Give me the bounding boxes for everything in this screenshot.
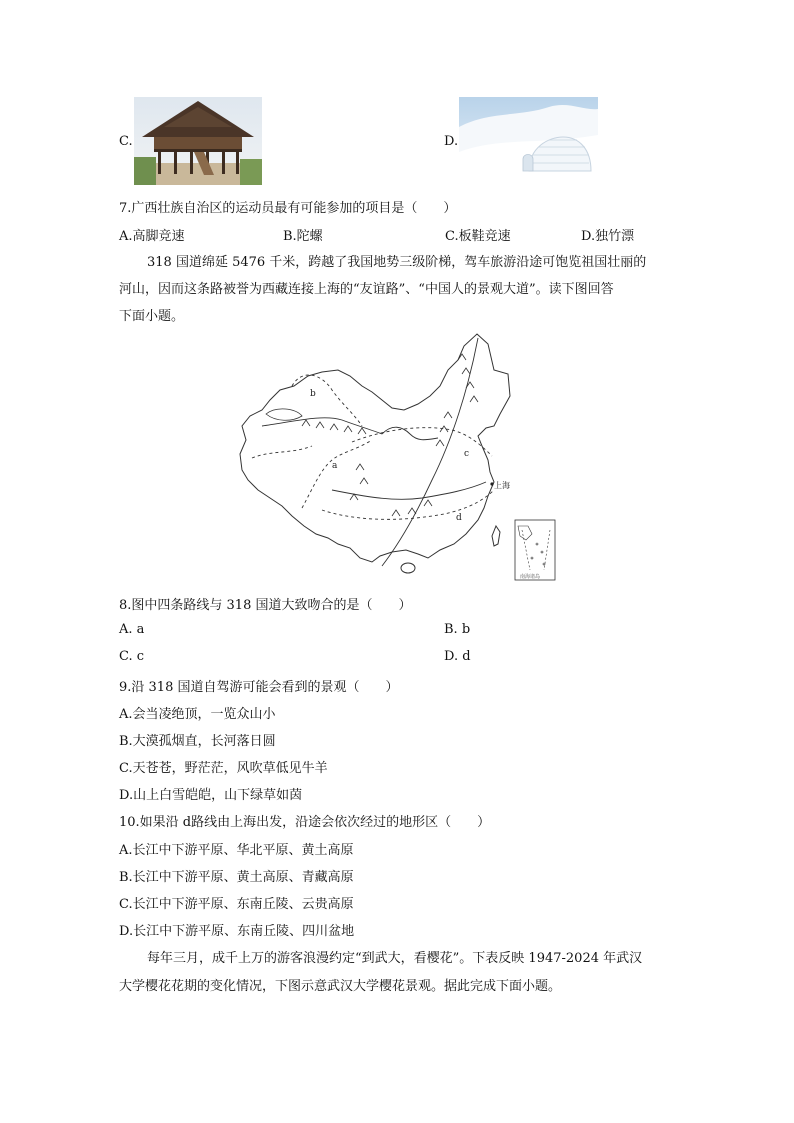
q8-stem: 8.图中四条路线与 318 国道大致吻合的是（ ） xyxy=(119,598,412,613)
south-china-sea-inset xyxy=(515,520,555,580)
hainan-island xyxy=(401,563,415,573)
q10-stem: 10.如果沿 d路线由上海出发，沿途会依次经过的地形区（ ） xyxy=(119,815,491,830)
q9-option-a: A.会当凌绝顶，一览众山小 xyxy=(119,707,276,722)
intro-sakura-line-2: 大学樱花花期的变化情况，下图示意武汉大学樱花景观。据此完成下面小题。 xyxy=(119,979,562,994)
q10-option-a: A.长江中下游平原、华北平原、黄土高原 xyxy=(119,843,354,858)
inset-label: 南海诸岛 xyxy=(520,574,541,580)
intro-318-line-2: 河山，因而这条路被誉为西藏连接上海的“友谊路”、“中国人的景观大道”。读下图回答 xyxy=(119,282,614,297)
q9-option-c: C.天苍苍，野茫茫，风吹草低见牛羊 xyxy=(119,761,328,776)
option-c-letter: C. xyxy=(119,134,133,149)
q7-option-c: C.板鞋竞速 xyxy=(445,229,511,244)
china-map xyxy=(232,330,562,584)
option-d-letter: D. xyxy=(444,134,459,149)
q10-option-d: D.长江中下游平原、东南丘陵、四川盆地 xyxy=(119,924,355,939)
q7-option-d: D.独竹漂 xyxy=(581,229,635,244)
igloo-image xyxy=(459,97,598,185)
city-label-shanghai: 上海 xyxy=(494,481,510,490)
q10-option-c: C.长江中下游平原、东南丘陵、云贵高原 xyxy=(119,897,354,912)
intro-318-line-3: 下面小题。 xyxy=(119,309,185,324)
intro-318-line-1: 318 国道绵延 5476 千米，跨越了我国地势三级阶梯，驾车旅游沿途可饱览祖国壮丽的 xyxy=(147,255,647,270)
q8-option-a: A. a xyxy=(119,622,145,637)
q7-option-b: B.陀螺 xyxy=(283,229,323,244)
stilt-house-image xyxy=(134,97,262,185)
lake xyxy=(266,409,302,420)
q9-stem: 9.沿 318 国道自驾游可能会看到的景观（ ） xyxy=(119,680,399,695)
q8-option-c: C. c xyxy=(119,649,145,664)
route-c xyxy=(352,428,492,456)
taiwan-island xyxy=(492,526,500,546)
route-label-b: b xyxy=(310,389,316,399)
route-label-c: c xyxy=(464,449,470,459)
q8-option-b: B. b xyxy=(444,622,471,637)
q8-option-d: D. d xyxy=(444,649,471,664)
route-b xyxy=(292,375,362,426)
route-label-d: d xyxy=(456,513,462,523)
q9-option-d: D.山上白雪皑皑，山下绿草如茵 xyxy=(119,788,303,803)
q7-stem: 7.广西壮族自治区的运动员最有可能参加的项目是（ ） xyxy=(119,201,457,216)
intro-sakura-line-1: 每年三月，成千上万的游客浪漫约定“到武大，看樱花”。下表反映 1947-2024 年武汉 xyxy=(147,951,643,966)
river-dashed xyxy=(252,446,312,458)
route-label-a: a xyxy=(332,461,338,471)
shanghai-marker xyxy=(490,482,493,485)
q10-option-b: B.长江中下游平原、黄土高原、青藏高原 xyxy=(119,870,354,885)
route-a xyxy=(302,440,372,508)
route-d xyxy=(322,490,494,519)
q7-option-a: A.高脚竞速 xyxy=(119,229,185,244)
q9-option-b: B.大漠孤烟直，长河落日圆 xyxy=(119,734,276,749)
china-outline xyxy=(240,334,510,562)
